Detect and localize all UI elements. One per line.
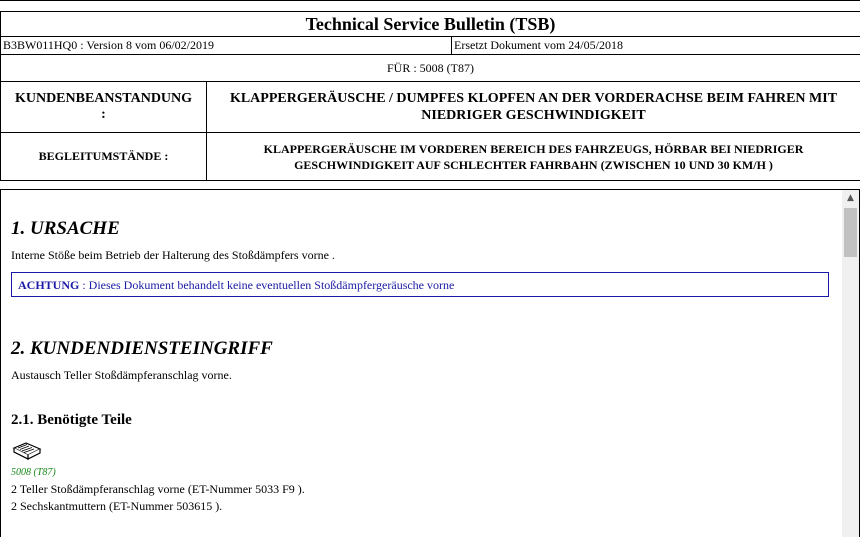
complaint-label (1, 82, 207, 133)
top-border (0, 0, 860, 1)
complaint-text (207, 82, 860, 133)
bulletin-title: Technical Service Bulletin (TSB) (1, 12, 860, 37)
part-item-2: 2 Sechskantmuttern (ET-Nummer 503615 ). (11, 499, 222, 514)
vertical-scrollbar[interactable] (842, 190, 859, 537)
cause-text: Interne Stöße beim Betrieb der Halterung des Stoßdämpfers vorne . (11, 248, 335, 263)
conditions-text (207, 133, 860, 181)
service-heading: 2. KUNDENDIENSTEINGRIFF (11, 338, 273, 360)
parts-heading: 2.1. Benötigte Teile (11, 412, 132, 429)
warning-text: : Dieses Dokument behandelt keine eventuellen Stoßdämpfergeräusche vorne (82, 278, 454, 292)
model-reference: 5008 (T87) (11, 467, 56, 478)
conditions-text-body: KLAPPERGERÄUSCHE IM VORDEREN BEREICH DES FAHRZEUGS, HÖRBAR BEI NIEDRIGER GESCHWINDIGKEIT AUF SCHLECHTER FAHRBAHN (ZWISCHEN 10 UND 30 KM/H ) (207, 141, 860, 173)
complaint-label-colon: : (1, 107, 206, 123)
cause-heading: 1. URSACHE (11, 218, 120, 240)
warning-label: ACHTUNG (18, 278, 79, 292)
service-text: Austausch Teller Stoßdämpferanschlag vorne. (11, 368, 232, 383)
part-item-1: 2 Teller Stoßdämpferanschlag vorne (ET-Nummer 5033 F9 ). (11, 482, 305, 497)
conditions-label: BEGLEITUMSTÄNDE : (1, 133, 207, 181)
complaint-label-text: KUNDENBEANSTANDUNG (1, 91, 206, 107)
replaced-document: Ersetzt Dokument vom 24/05/2018 (452, 37, 860, 55)
bulletin-content-pane[interactable] (0, 189, 860, 537)
scrollbar-thumb[interactable] (844, 208, 857, 257)
scroll-up-icon[interactable]: ▲ (842, 190, 859, 207)
complaint-text-body: KLAPPERGERÄUSCHE / DUMPFES KLOPFEN AN DER VORDERACHSE BEIM FAHREN MIT NIEDRIGER GESCHWINDIGKEIT (207, 90, 860, 124)
warning-box (11, 272, 829, 297)
vehicle-applicability: FÜR : 5008 (T87) (1, 55, 860, 82)
book-icon[interactable] (11, 439, 43, 461)
bulletin-header-table (0, 11, 860, 181)
bulletin-reference: B3BW011HQ0 : Version 8 vom 06/02/2019 (1, 37, 452, 55)
